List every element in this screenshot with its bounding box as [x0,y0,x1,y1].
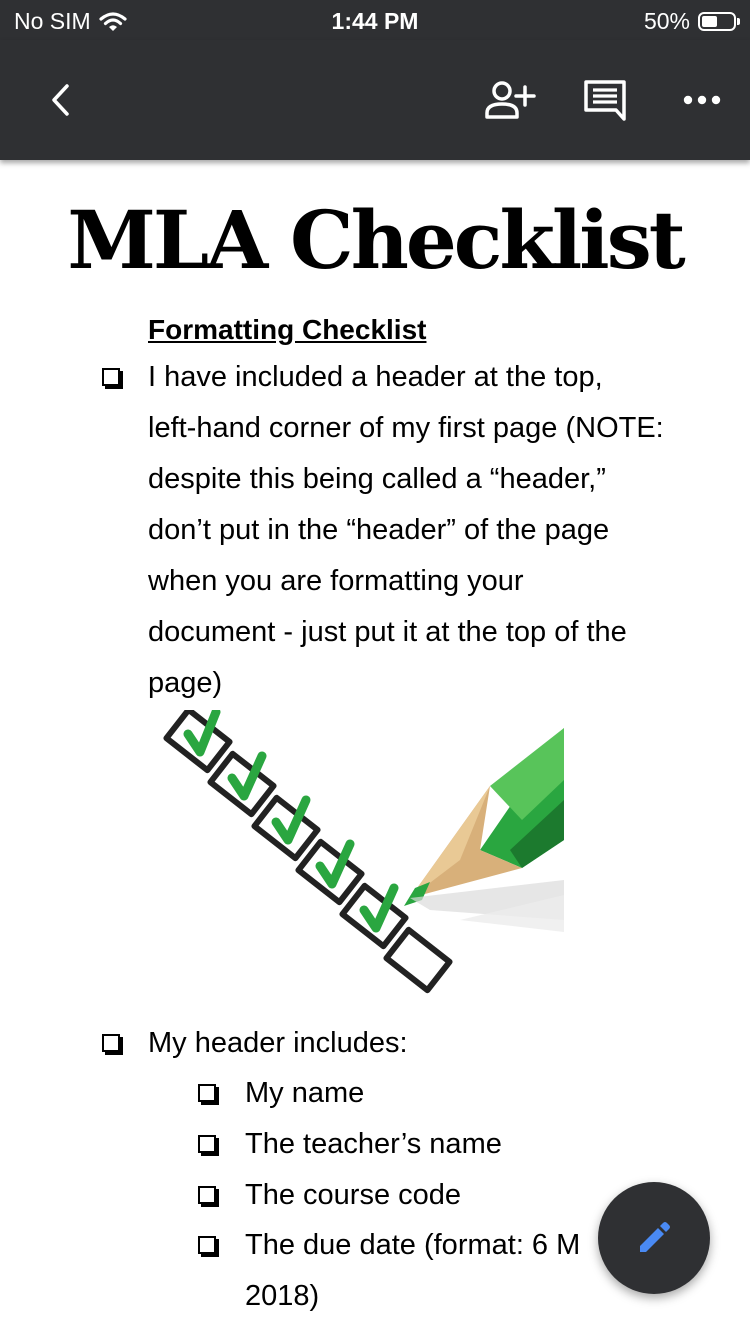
chevron-left-icon [45,80,75,120]
battery-status [644,8,736,35]
checkbox-sub-item [198,1084,216,1102]
checkbox-row-icon [166,710,449,990]
text-line: don’t put in the “header” of the page [148,514,610,546]
section-heading: Formatting Checklist [148,314,427,345]
document-title: MLA Checklist [67,193,683,287]
back-button[interactable] [30,70,90,130]
document-page[interactable] [0,160,750,1334]
sub-item-teacher-name: The teacher’s name [245,1128,502,1160]
green-checkmark-icon [188,712,394,928]
edit-fab-button[interactable] [598,1182,710,1294]
comments-button[interactable] [575,70,635,130]
checkbox-sub-item [198,1135,216,1153]
text-line: left-hand corner of my first page (NOTE: [148,412,664,444]
text-line: page) [148,667,223,699]
text-line: document - just put it at the top of the [148,616,627,648]
top-toolbar [0,40,750,160]
sub-item-course-code: The course code [245,1179,462,1211]
text-line: when you are formatting your [148,565,524,597]
add-person-icon [484,80,536,120]
text-line: despite this being called a “header,” [148,463,606,495]
sub-item-due-date: The due date (format: 6 M [245,1229,581,1261]
checkbox-item-header-includes [102,1034,120,1052]
checklist-pencil-illustration [160,710,570,1020]
checklist-item-header-text [148,352,718,709]
status-bar [0,0,750,40]
pencil-edit-icon [634,1218,674,1258]
more-horizontal-icon [682,94,722,106]
checkbox-sub-item [198,1236,216,1254]
sub-item-due-date-continued: 2018) [245,1280,320,1312]
clock: 1:44 PM [331,8,419,34]
pencil-icon [404,728,564,932]
checkbox-sub-item [198,1186,216,1204]
more-options-button[interactable] [672,70,732,130]
checklist-item-header-includes: My header includes: [148,1027,408,1059]
battery-percent: 50% [643,8,690,34]
share-button[interactable] [480,70,540,130]
battery-icon [698,12,736,31]
sub-item-my-name: My name [245,1077,365,1109]
battery-fill [702,16,717,27]
checkbox-item-header [102,368,120,386]
carrier-label: No SIM [14,8,91,34]
text-line: I have included a header at the top, [148,361,603,393]
comment-icon [583,79,627,121]
